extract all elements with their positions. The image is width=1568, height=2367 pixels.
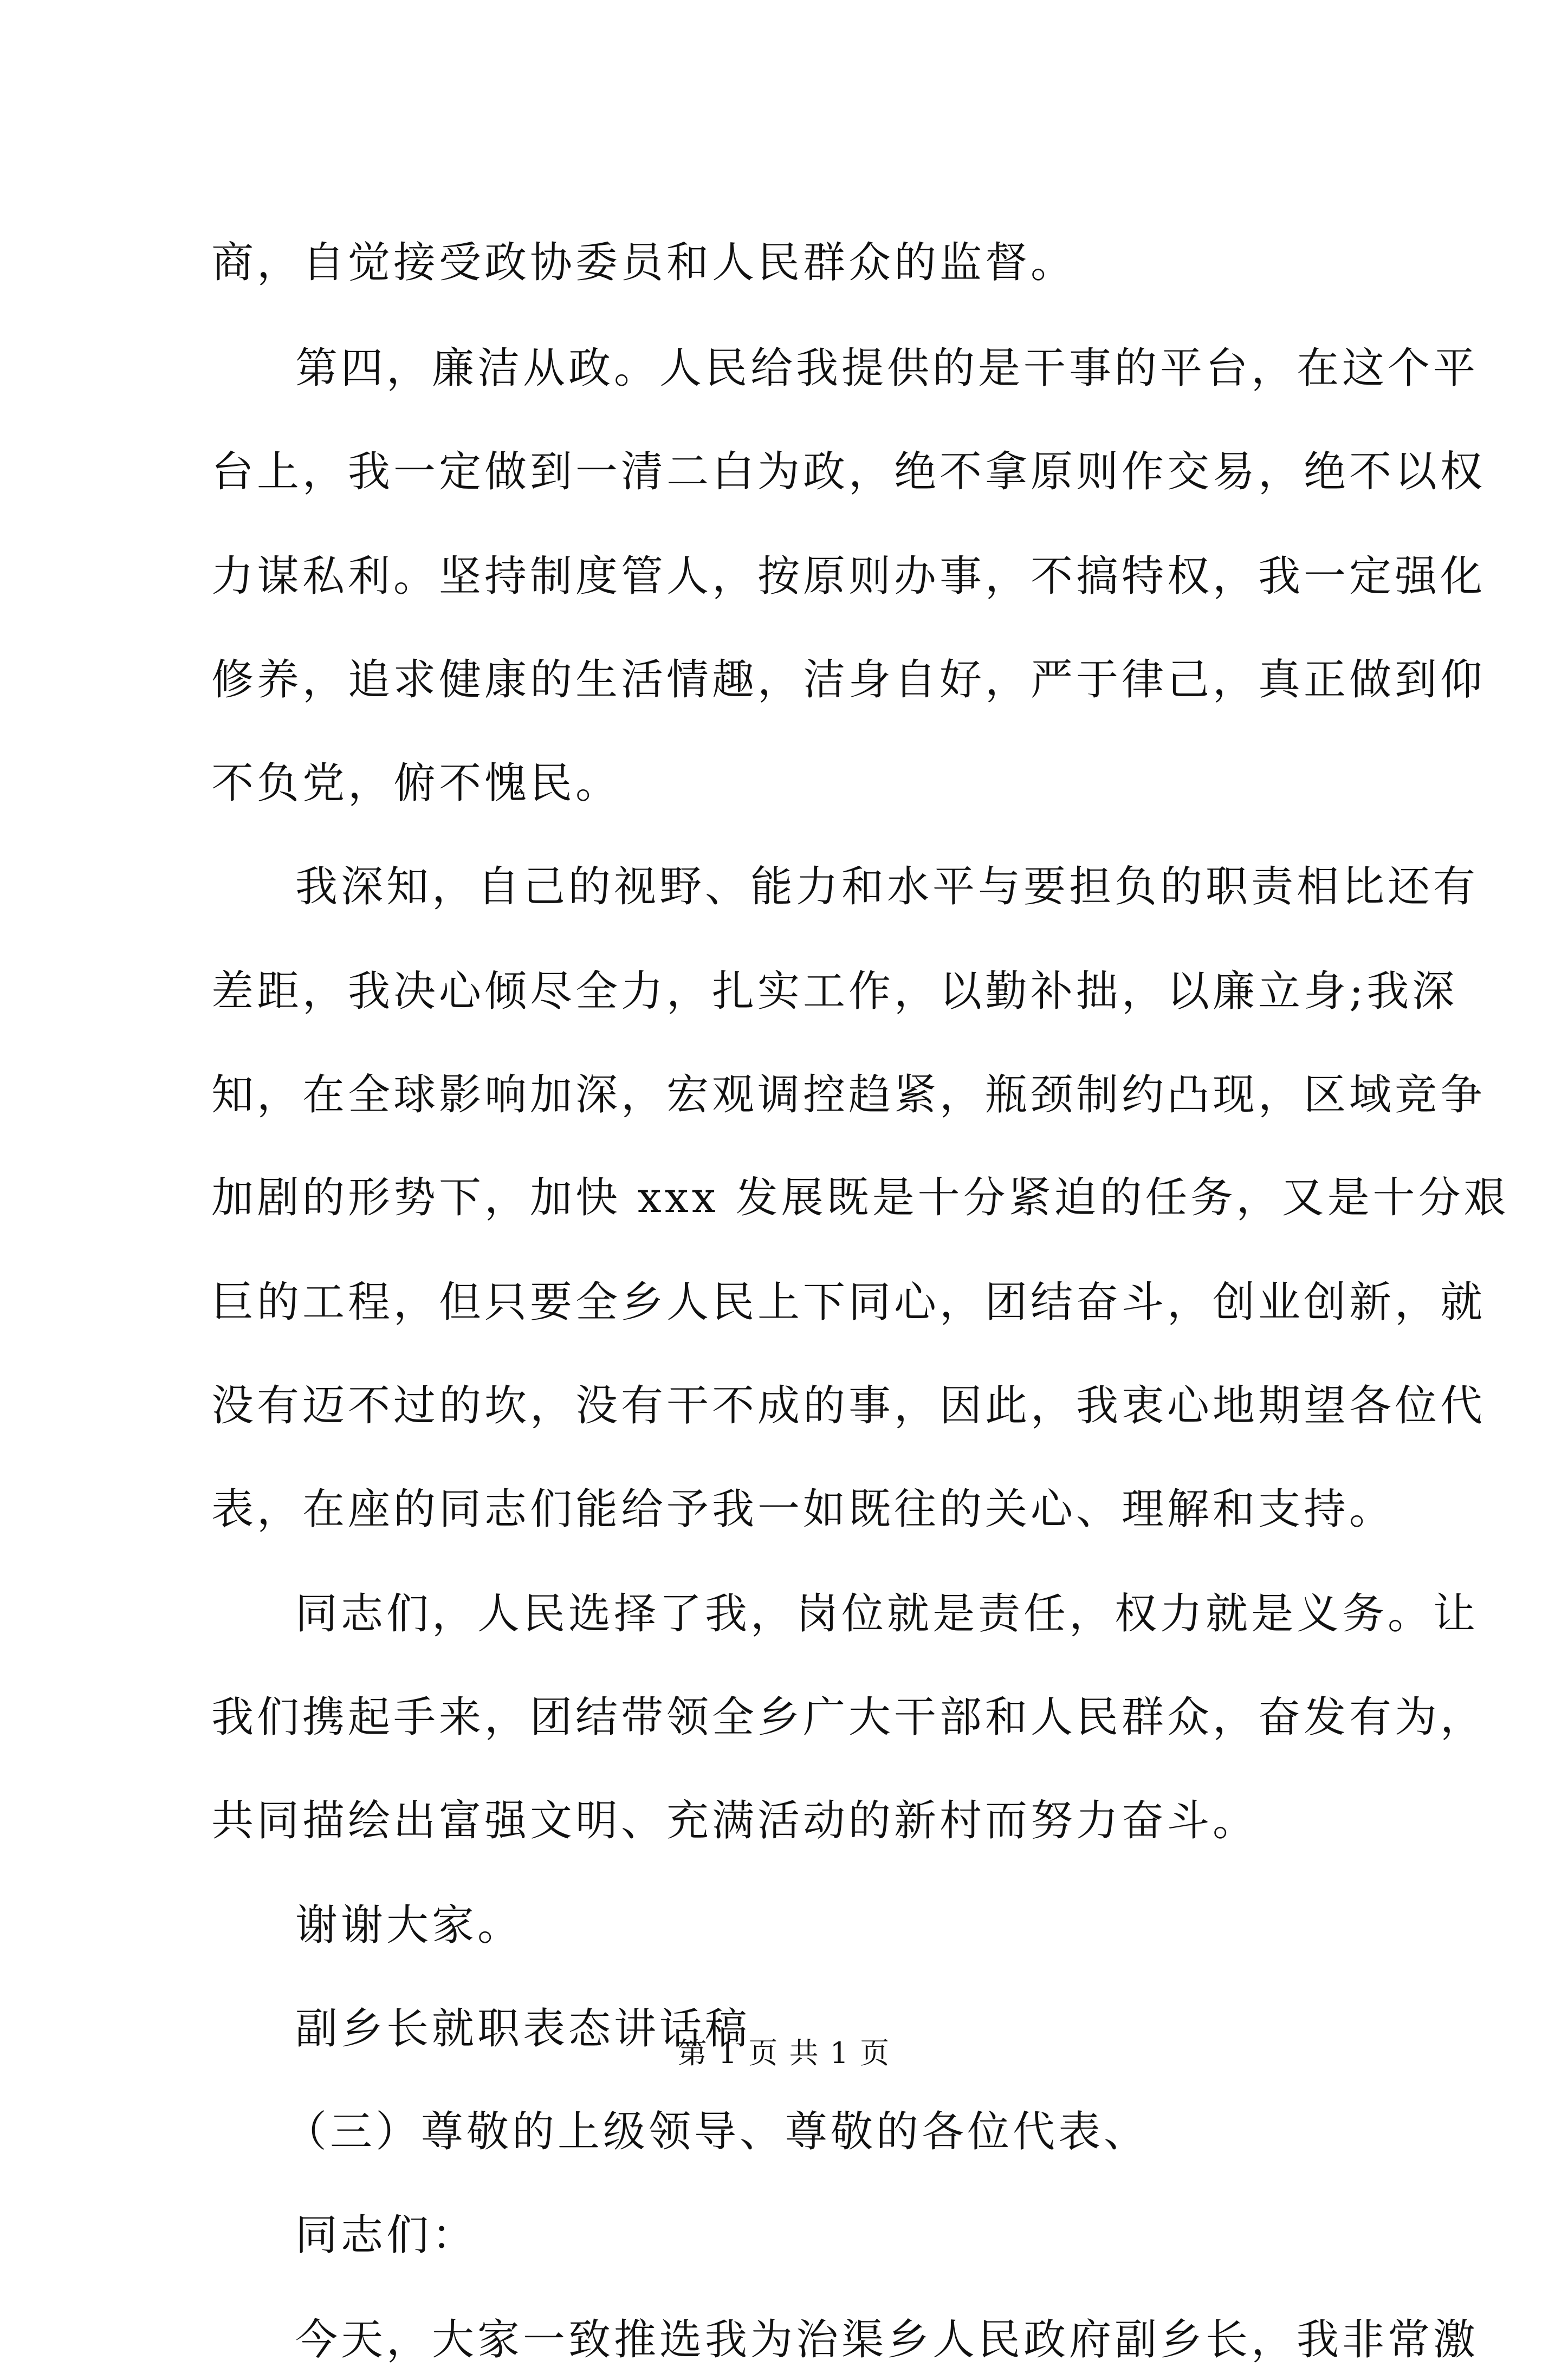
text-line: 加剧的形势下，加快 xxx 发展既是十分紧迫的任务，又是十分艰 [211,1173,1509,1222]
text-line: 修养，追求健康的生活情趣，洁身自好，严于律己，真正做到仰 [211,656,1486,704]
text-line: 我们携起手来，团结带领全乡广大干部和人民群众，奋发有为， [211,1693,1486,1742]
text-line: 台上，我一定做到一清二白为政，绝不拿原则作交易，绝不以权 [211,448,1486,496]
text-line: 知，在全球影响加深，宏观调控趋紧，瓶颈制约凸现，区域竞争 [211,1071,1486,1119]
text-line: 我深知，自己的视野、能力和水平与要担负的职责相比还有 [295,863,1479,911]
text-line: 共同描绘出富强文明、充满活动的新村而努力奋斗。 [211,1797,1259,1845]
text-line: 巨的工程，但只要全乡人民上下同心，团结奋斗，创业创新，就 [211,1278,1486,1327]
text-line: 同志们： [295,2211,478,2260]
text-line: 同志们，人民选择了我，岗位就是责任，权力就是义务。让 [295,1590,1479,1638]
text-line: 副乡长就职表态讲话稿 [295,2005,751,2053]
page-footer: 第 1 页 共 1 页 [677,2036,891,2070]
text-line: 谢谢大家。 [295,1901,523,1950]
text-line: 表，在座的同志们能给予我一如既往的关心、理解和支持。 [211,1485,1395,1534]
text-line: 商，自觉接受政协委员和人民群众的监督。 [211,238,1077,287]
text-line: 第四，廉洁从政。人民给我提供的是干事的平台，在这个平 [295,344,1479,393]
text-line: 差距，我决心倾尽全力，扎实工作，以勤补拙，以廉立身;我深 [211,967,1458,1016]
text-line: 力谋私利。坚持制度管人，按原则办事，不搞特权，我一定强化 [211,552,1486,601]
text-line: （三）尊敬的上级领导、尊敬的各位代表、 [284,2107,1150,2156]
text-line: 没有迈不过的坎，没有干不成的事，因此，我衷心地期望各位代 [211,1382,1486,1430]
text-line: 不负党，俯不愧民。 [211,759,621,808]
text-line: 今天，大家一致推选我为治渠乡人民政府副乡长，我非常激 [295,2316,1479,2364]
